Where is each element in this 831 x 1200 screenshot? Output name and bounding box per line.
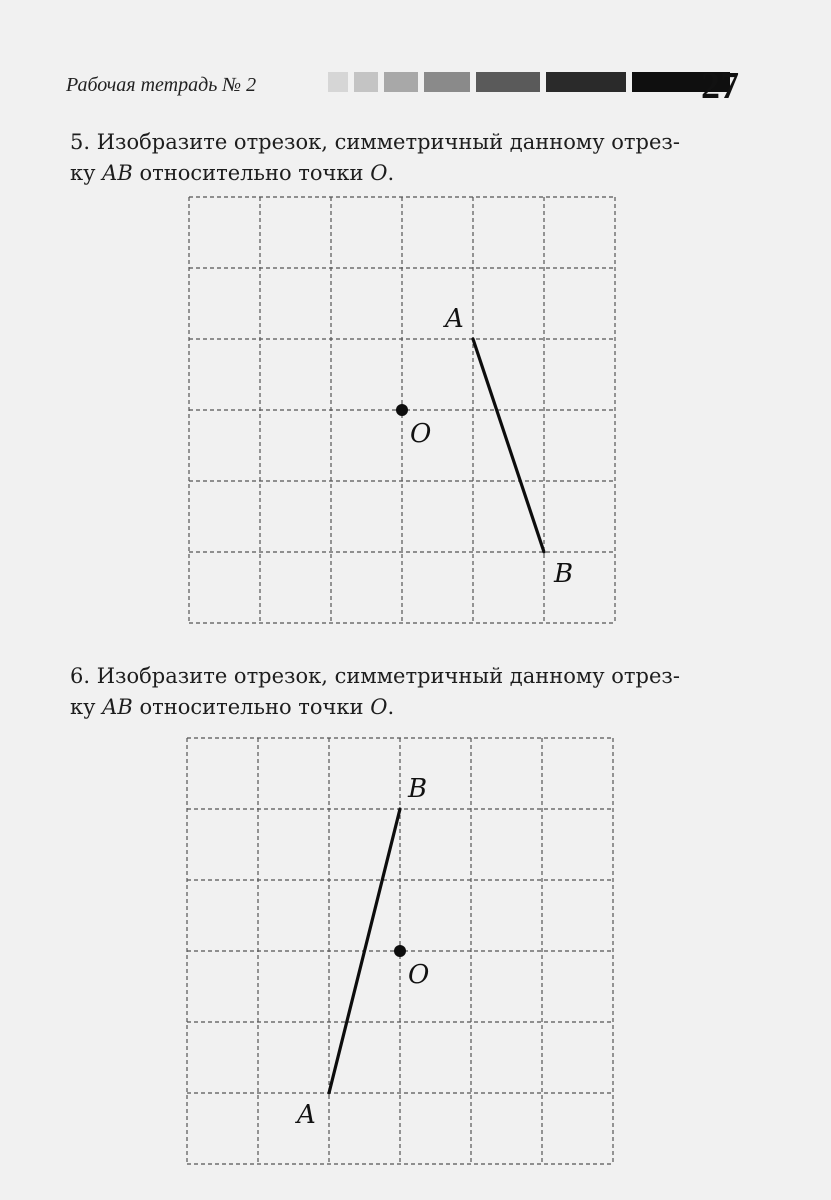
point-name: O (370, 695, 388, 719)
task-number: 6. (70, 664, 91, 688)
header-bar (546, 72, 626, 92)
header-gradient-bars (328, 72, 736, 92)
task-text-end: . (387, 695, 395, 719)
task-text-middle: относительно точки (139, 161, 364, 185)
task-6-grid (186, 737, 616, 1167)
task-6 (70, 661, 760, 723)
task-text-middle: относительно точки (139, 695, 364, 719)
header-bar (424, 72, 470, 92)
segment-name: AB (102, 695, 133, 719)
task-text-line1: Изобразите отрезок, симметричный данному отрез- (96, 130, 680, 154)
segment-ab (329, 809, 400, 1093)
task-5 (70, 127, 760, 189)
workbook-title: Рабочая тетрадь № 2 (66, 74, 257, 96)
task-number: 5. (70, 130, 91, 154)
task-5-text (70, 127, 760, 189)
point-label-a: A (297, 1100, 316, 1130)
task-text-end: . (387, 161, 395, 185)
segment-ab (473, 339, 544, 552)
point-label-a: A (445, 304, 464, 334)
task-text-line1: Изобразите отрезок, симметричный данному отрез- (96, 664, 680, 688)
task-text-prefix: ку (70, 695, 96, 719)
point-o-dot (396, 404, 408, 416)
header-bar (354, 72, 378, 92)
task-5-grid (188, 196, 618, 626)
segment-name: AB (102, 161, 133, 185)
point-label-o: O (410, 419, 432, 449)
page-header (66, 64, 756, 106)
point-label-b: B (408, 774, 428, 804)
point-o-dot (394, 945, 406, 957)
point-name: O (370, 161, 388, 185)
point-label-b: B (554, 559, 574, 589)
header-bar (328, 72, 348, 92)
page-number: 27 (701, 65, 739, 107)
header-bar (384, 72, 418, 92)
point-label-o: O (408, 960, 430, 990)
header-bar (476, 72, 540, 92)
task-text-prefix: ку (70, 161, 96, 185)
task-6-text (70, 661, 760, 723)
